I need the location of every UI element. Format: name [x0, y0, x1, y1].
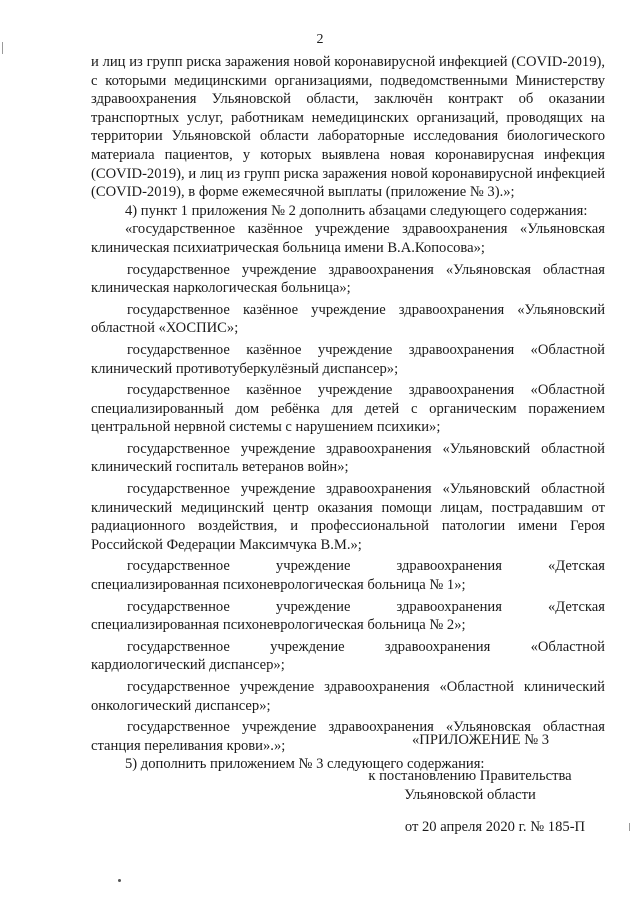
paragraph-cardiology-dispensary: государственное учреждение здравоохранения «Областной кардиологический диспансер»;	[91, 638, 605, 674]
appendix-reference	[340, 767, 600, 804]
scan-artifact-right	[629, 823, 630, 831]
appendix-date: от 20 апреля 2020 г. № 185-П	[404, 819, 586, 835]
paragraph-neuro-hospital-1: государственное учреждение здравоохранения «Детская специализированная психоневрологическая больница № 1»;	[91, 558, 605, 594]
paragraph-tuberculosis-dispensary: государственное казённое учреждение здравоохранения «Областной клинический противотуберкулёзный диспансер»;	[91, 341, 605, 377]
paragraph-radiation-center: государственное учреждение здравоохранения «Ульяновский областной клинический медицинский центр оказания помощи лицам, пострадавшим от радиационного воздействия, и профессиональной патологии имени Героя Российской Федерации Максимчука В.М.»;	[91, 481, 605, 553]
paragraph-neuro-hospital-2: государственное учреждение здравоохранения «Детская специализированная психоневрологическая больница № 2»;	[91, 598, 605, 634]
paragraph-item-4: 4) пункт 1 приложения № 2 дополнить абзацами следующего содержания:	[125, 202, 588, 219]
appendix-reference-line-1: к постановлению Правительства	[368, 768, 572, 784]
paragraph-continuation: и лиц из групп риска заражения новой коронавирусной инфекцией (COVID-2019), с которыми медицинскими организациями, подведомственными Министерству здравоохранения Ульяновской области, заключён контракт об оказании транспортных услуг, работникам немедицинских организаций, проводящих на территории Ульяновской области лабораторные исследования биологического материала пациентов, у которых выявлена новая коронавирусная инфекция (COVID-2019), и лиц из групп риска заражения новой коронавирусной инфекцией (COVID-2019), в форме ежемесячной выплаты (приложение № 3).»;	[91, 54, 605, 201]
paragraph-veterans-hospital: государственное учреждение здравоохранения «Ульяновский областной клинический госпиталь ветеранов войн»;	[91, 440, 605, 476]
paragraph-oncology-dispensary: государственное учреждение здравоохранения «Областной клинический онкологический диспансер»;	[91, 679, 605, 714]
appendix-title: «ПРИЛОЖЕНИЕ № 3	[412, 732, 550, 748]
scan-artifact-left	[2, 42, 3, 54]
paragraph-hospice: государственное казённое учреждение здравоохранения «Ульяновский областной «ХОСПИС»;	[91, 301, 605, 337]
page-number: 2	[316, 32, 324, 47]
paragraph-blood-station: государственное учреждение здравоохранения «Ульяновская областная станция переливания крови».»;	[91, 719, 605, 754]
paragraph-childrens-home: государственное казённое учреждение здравоохранения «Областной специализированный дом ребёнка для детей с органическим поражением центральной нервной системы с нарушением психики»;	[91, 382, 605, 436]
paragraph-narcology-hospital: государственное учреждение здравоохранения «Ульяновская областная клиническая наркологическая больница»;	[91, 261, 605, 297]
scan-artifact-dot	[118, 879, 121, 882]
paragraph-item-5: 5) дополнить приложением № 3 следующего содержания:	[125, 756, 485, 773]
paragraph-psychiatric-hospital: «государственное казённое учреждение здравоохранения «Ульяновская клиническая психиатрическая больница имени В.А.Копосова»;	[91, 221, 605, 256]
appendix-reference-line-2: Ульяновской области	[404, 786, 536, 803]
document-body	[91, 53, 605, 774]
